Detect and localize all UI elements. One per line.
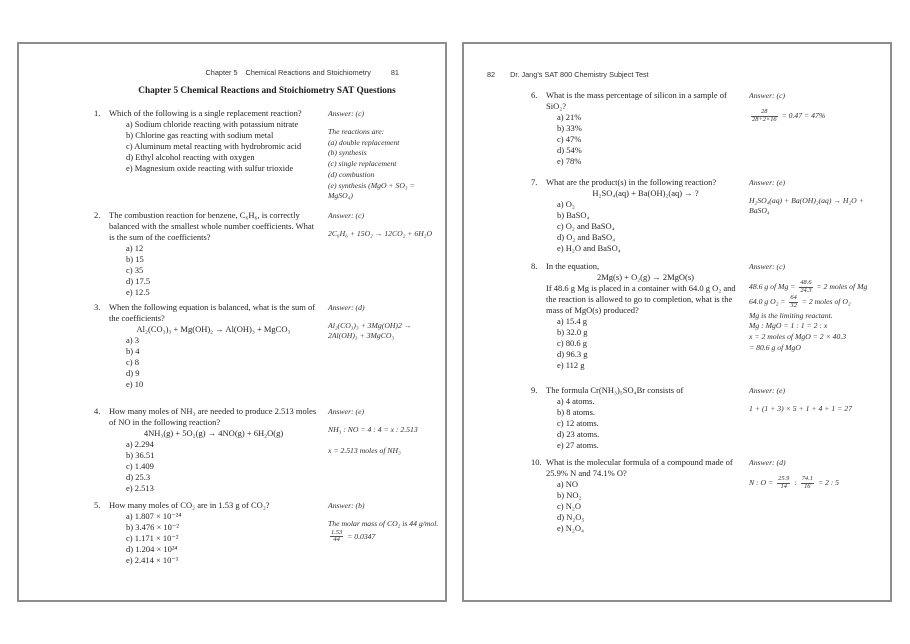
fraction bbox=[801, 476, 814, 490]
question-text-row bbox=[94, 108, 318, 119]
answer-line-text: N : O = bbox=[749, 477, 774, 487]
answer-line: (b) synthesis bbox=[328, 148, 367, 158]
option: c) 12 atoms. bbox=[557, 418, 599, 428]
answer-line-text: = 2 moles of O₂ bbox=[801, 297, 851, 307]
option: b) 15 bbox=[126, 254, 144, 264]
option: b) 36.51 bbox=[126, 450, 155, 460]
question-body bbox=[531, 90, 745, 167]
question-text-row bbox=[531, 90, 745, 112]
option: b) 3.476 × 10⁻² bbox=[126, 522, 179, 532]
answer-explanation bbox=[328, 321, 440, 341]
option: a) O₂ bbox=[557, 199, 575, 209]
question-number: 7. bbox=[531, 177, 538, 187]
option: a) 2.294 bbox=[126, 439, 154, 449]
answer-column bbox=[749, 91, 885, 124]
fraction-numerator: 28 bbox=[751, 109, 778, 117]
question-number: 4. bbox=[94, 406, 101, 416]
option: d) 96.3 g bbox=[557, 349, 588, 359]
option: a) 21% bbox=[557, 112, 582, 122]
option: c) Aluminum metal reacting with hydrobromic acid bbox=[126, 141, 302, 151]
running-header-title: Dr. Jang’s SAT 800 Chemistry Subject Test bbox=[510, 70, 649, 79]
question-number: 6. bbox=[531, 90, 538, 100]
question-text: The formula Cr(NH₃)₅SO₄Br consists of bbox=[546, 385, 684, 395]
answer-line-text: = 2 : 5 bbox=[817, 477, 840, 487]
option: d) 17.5 bbox=[126, 276, 151, 286]
question-number: 3. bbox=[94, 302, 101, 312]
option: e) 27 atoms. bbox=[557, 440, 599, 450]
option: d) 1.204 × 10²⁴ bbox=[126, 544, 178, 554]
option: c) 1.409 bbox=[126, 461, 154, 471]
fraction bbox=[777, 476, 790, 490]
page-number: 81 bbox=[390, 68, 399, 77]
option: a) 15.4 g bbox=[557, 316, 587, 326]
option: d) 9 bbox=[126, 368, 140, 378]
fraction-numerator: 74.1 bbox=[801, 474, 813, 482]
answer-line bbox=[749, 476, 885, 490]
options-list bbox=[94, 511, 318, 566]
answer-line: (e) synthesis (MgO + SO₃ = MgSO₄) bbox=[328, 180, 415, 200]
answer-column bbox=[328, 407, 440, 457]
question-8 bbox=[531, 261, 882, 371]
question-body bbox=[94, 302, 318, 390]
question-text: The combustion reaction for benzene, C₆H₆, is correctly balanced with the smallest whole number coefficients. What is the sum of the coefficients? bbox=[109, 210, 315, 242]
fraction bbox=[330, 530, 343, 544]
question-number: 1. bbox=[94, 108, 101, 118]
question-number: 2. bbox=[94, 210, 101, 220]
answer-label: Answer: (c) bbox=[328, 109, 365, 118]
question-text-row bbox=[94, 406, 318, 428]
answer-line-text: = 0.47 = 47% bbox=[781, 110, 826, 120]
option: b) NO₂ bbox=[557, 490, 582, 500]
answer-line: 2C₆H₆ + 15O₂ → 12CO₂ + 6H₂O bbox=[328, 228, 433, 238]
question-number: 5. bbox=[94, 500, 101, 510]
option: c) 35 bbox=[126, 265, 144, 275]
answer-label: Answer: (c) bbox=[749, 91, 786, 100]
option: b) 33% bbox=[557, 123, 582, 133]
chemical-equation: H₂SO₄(aq) + Ba(OH)₂(aq) → ? bbox=[592, 188, 699, 198]
page-right bbox=[462, 42, 892, 602]
question-text: When the following equation is balanced, what is the sum of the coefficients? bbox=[109, 302, 316, 323]
running-header-chapter: Chapter 5 bbox=[205, 68, 238, 77]
fraction-denominator: 44 bbox=[333, 536, 340, 544]
question-body bbox=[531, 385, 745, 451]
option: c) 1.171 × 10⁻² bbox=[126, 533, 179, 543]
fraction-numerator: 48.6 bbox=[800, 278, 812, 286]
answer-column bbox=[328, 211, 440, 240]
question-text-row bbox=[94, 302, 318, 324]
question-3 bbox=[94, 302, 437, 390]
answer-label: Answer: (e) bbox=[749, 386, 786, 395]
question-text: How many moles of CO₂ are in 1.53 g of CO₂? bbox=[109, 500, 270, 510]
option: b) 4 bbox=[126, 346, 140, 356]
page-number: 82 bbox=[487, 70, 496, 79]
answer-column bbox=[749, 386, 885, 415]
answer-line bbox=[328, 530, 440, 544]
option: e) 10 bbox=[126, 379, 144, 389]
option: d) 54% bbox=[557, 145, 582, 155]
fraction-numerator: 64 bbox=[790, 294, 797, 302]
answer-line-text: 64.0 g O₂ = bbox=[749, 297, 786, 307]
answer-line: Mg is the limiting reactant. bbox=[749, 310, 833, 320]
answer-line: Al₂(CO₃)₃ + 3Mg(OH)2 → 2Al(OH)₃ + 3MgCO₃ bbox=[328, 320, 412, 340]
question-10 bbox=[531, 457, 882, 534]
option: e) 112 g bbox=[557, 360, 585, 370]
options-list bbox=[94, 335, 318, 390]
option: c) 8 bbox=[126, 357, 139, 367]
answer-explanation bbox=[328, 127, 440, 201]
option: b) 8 atoms. bbox=[557, 407, 596, 417]
chemical-equation: Al₂(CO₃)₃ + Mg(OH)₂ → Al(OH)₃ + MgCO₃ bbox=[136, 324, 291, 334]
question-text-continued: If 48.6 g Mg is placed in a container with 64.0 g O₂ and the reaction is allowed to go to completion, what is the mass of MgO(s) produced? bbox=[546, 283, 736, 315]
answer-line bbox=[749, 109, 885, 123]
options-list bbox=[531, 316, 745, 371]
question-number: 10. bbox=[531, 457, 542, 467]
option: a) 4 atoms. bbox=[557, 396, 595, 406]
answer-label: Answer: (e) bbox=[328, 407, 365, 416]
option: c) O₂ and BaSO₄ bbox=[557, 221, 615, 231]
answer-label: Answer: (d) bbox=[328, 303, 365, 312]
fraction-denominator: 32 bbox=[790, 301, 797, 309]
answer-line: 1 + (1 + 3) × 5 + 1 + 4 + 1 = 27 bbox=[749, 403, 852, 413]
option: e) H₂O and BaSO₄ bbox=[557, 243, 621, 253]
option: b) BaSO₄ bbox=[557, 210, 590, 220]
option: d) 25.3 bbox=[126, 472, 151, 482]
answer-column bbox=[328, 501, 440, 545]
answer-line bbox=[749, 295, 885, 309]
option: c) N₂O bbox=[557, 501, 581, 511]
answer-label: Answer: (e) bbox=[749, 178, 786, 187]
fraction-numerator: 1.53 bbox=[331, 528, 343, 536]
options-list bbox=[94, 439, 318, 494]
question-text: Which of the following is a single replacement reaction? bbox=[109, 108, 302, 118]
option: a) NO bbox=[557, 479, 579, 489]
question-6 bbox=[531, 90, 882, 167]
answer-line-text: 48.6 g of Mg = bbox=[749, 281, 796, 291]
option: a) 1.807 × 10⁻²⁴ bbox=[126, 511, 182, 521]
question-1 bbox=[94, 108, 437, 200]
answer-line bbox=[749, 280, 885, 294]
answer-column bbox=[749, 458, 885, 491]
answer-explanation bbox=[749, 476, 885, 490]
answer-line bbox=[328, 436, 440, 446]
option: b) 32.0 g bbox=[557, 327, 588, 337]
chemical-equation: 4NH₃(g) + 5O₂(g) → 4NO(g) + 6H₂O(g) bbox=[143, 428, 284, 438]
fraction-denominator: 24.3 bbox=[800, 286, 812, 294]
question-4 bbox=[94, 406, 437, 494]
question-text-row bbox=[531, 457, 745, 479]
answer-label: Answer: (d) bbox=[749, 458, 786, 467]
section-title: Chapter 5 Chemical Reactions and Stoichiometry SAT Questions bbox=[138, 86, 396, 96]
option: a) 3 bbox=[126, 335, 139, 345]
question-body bbox=[94, 108, 318, 174]
answer-explanation bbox=[328, 519, 440, 544]
options-list bbox=[531, 112, 745, 167]
option: e) 12.5 bbox=[126, 287, 150, 297]
option: a) 12 bbox=[126, 243, 144, 253]
question-text-row bbox=[94, 210, 318, 243]
answer-column bbox=[328, 303, 440, 341]
question-body bbox=[531, 177, 745, 254]
question-text-row bbox=[531, 385, 745, 396]
running-header-title: Chemical Reactions and Stoichiometry bbox=[245, 68, 371, 77]
options-list bbox=[94, 119, 318, 174]
answer-line: H₂SO₄(aq) + Ba(OH)₂(aq) → H₂O + BaSO₄ bbox=[749, 195, 864, 215]
question-body bbox=[94, 210, 318, 298]
fraction-denominator: 16 bbox=[804, 482, 811, 490]
question-5 bbox=[94, 500, 437, 566]
page-content bbox=[531, 44, 882, 600]
option: e) 2.513 bbox=[126, 483, 154, 493]
option: e) 2.414 × 10⁻¹ bbox=[126, 555, 179, 565]
answer-line: x = 2 moles of MgO = 2 × 40.3 bbox=[749, 332, 847, 342]
answer-column bbox=[328, 109, 440, 201]
answer-line: The reactions are: bbox=[328, 126, 385, 136]
answer-explanation bbox=[749, 109, 885, 123]
option: d) O₂ and BaSO₄ bbox=[557, 232, 616, 242]
answer-line-text: = 2 moles of Mg bbox=[816, 281, 868, 291]
option: b) Chlorine gas reacting with sodium metal bbox=[126, 130, 274, 140]
options-list bbox=[531, 199, 745, 254]
answer-label: Answer: (c) bbox=[749, 262, 786, 271]
option: d) N₂O₅ bbox=[557, 512, 585, 522]
answer-explanation bbox=[328, 229, 440, 239]
answer-line: (a) double replacement bbox=[328, 137, 400, 147]
question-text-row bbox=[94, 500, 318, 511]
answer-line: The molar mass of CO₂ is 44 g/mol. bbox=[328, 518, 439, 528]
option: c) 80.6 g bbox=[557, 338, 587, 348]
question-body bbox=[531, 261, 745, 371]
options-list bbox=[531, 396, 745, 451]
option: d) 23 atoms. bbox=[557, 429, 600, 439]
question-text: What is the mass percentage of silicon in a sample of SiO₂? bbox=[546, 90, 727, 111]
options-list bbox=[531, 479, 745, 534]
answer-label: Answer: (c) bbox=[328, 211, 365, 220]
answer-line: (c) single replacement bbox=[328, 159, 397, 169]
page-content bbox=[94, 44, 437, 600]
option: e) 78% bbox=[557, 156, 582, 166]
chemical-equation: 2Mg(s) + O₂(g) → 2MgO(s) bbox=[597, 272, 694, 282]
answer-line: = 80.6 g of MgO bbox=[749, 343, 801, 353]
fraction-numerator: 25.9 bbox=[778, 474, 790, 482]
answer-line-text: : bbox=[794, 477, 797, 487]
question-2 bbox=[94, 210, 437, 298]
fraction bbox=[751, 109, 778, 123]
question-text: What is the molecular formula of a compound made of 25.9% N and 74.1% O? bbox=[546, 457, 733, 478]
fraction bbox=[789, 295, 797, 309]
question-9 bbox=[531, 385, 882, 451]
answer-line: NH₃ : NO = 4 : 4 = x : 2.513 bbox=[328, 424, 418, 434]
fraction bbox=[799, 280, 812, 294]
option: e) N₂O₄ bbox=[557, 523, 584, 533]
question-7 bbox=[531, 177, 882, 254]
question-text: What are the product(s) in the following reaction? bbox=[546, 177, 717, 187]
option: e) Magnesium oxide reacting with sulfur trioxide bbox=[126, 163, 294, 173]
fraction-denominator: 14 bbox=[780, 482, 787, 490]
answer-explanation bbox=[328, 425, 440, 456]
question-text-row bbox=[531, 177, 745, 188]
question-body bbox=[94, 500, 318, 566]
answer-line: (d) combustion bbox=[328, 169, 375, 179]
answer-line: x = 2.513 moles of NH₃ bbox=[328, 446, 401, 456]
options-list bbox=[94, 243, 318, 298]
answer-explanation bbox=[749, 196, 885, 216]
answer-explanation bbox=[749, 404, 885, 414]
question-body bbox=[94, 406, 318, 494]
question-text: How many moles of NH₃ are needed to produce 2.513 moles of NO in the following reaction? bbox=[109, 406, 317, 427]
option: a) Sodium chloride reacting with potassium nitrate bbox=[126, 119, 299, 129]
answer-column bbox=[749, 262, 885, 354]
question-body bbox=[531, 457, 745, 534]
answer-label: Answer: (b) bbox=[328, 501, 365, 510]
question-text-row bbox=[531, 261, 745, 272]
fraction-denominator: 28+2×16 bbox=[752, 115, 777, 123]
question-text: In the equation, bbox=[546, 261, 600, 271]
answer-column bbox=[749, 178, 885, 216]
answer-line-text: = 0.0347 bbox=[347, 531, 376, 541]
question-number: 9. bbox=[531, 385, 538, 395]
answer-line: Mg : MgO = 1 : 1 = 2 : x bbox=[749, 321, 828, 331]
question-number: 8. bbox=[531, 261, 538, 271]
option: c) 47% bbox=[557, 134, 582, 144]
page-left bbox=[17, 42, 447, 602]
option: d) Ethyl alcohol reacting with oxygen bbox=[126, 152, 255, 162]
answer-explanation bbox=[749, 280, 885, 353]
